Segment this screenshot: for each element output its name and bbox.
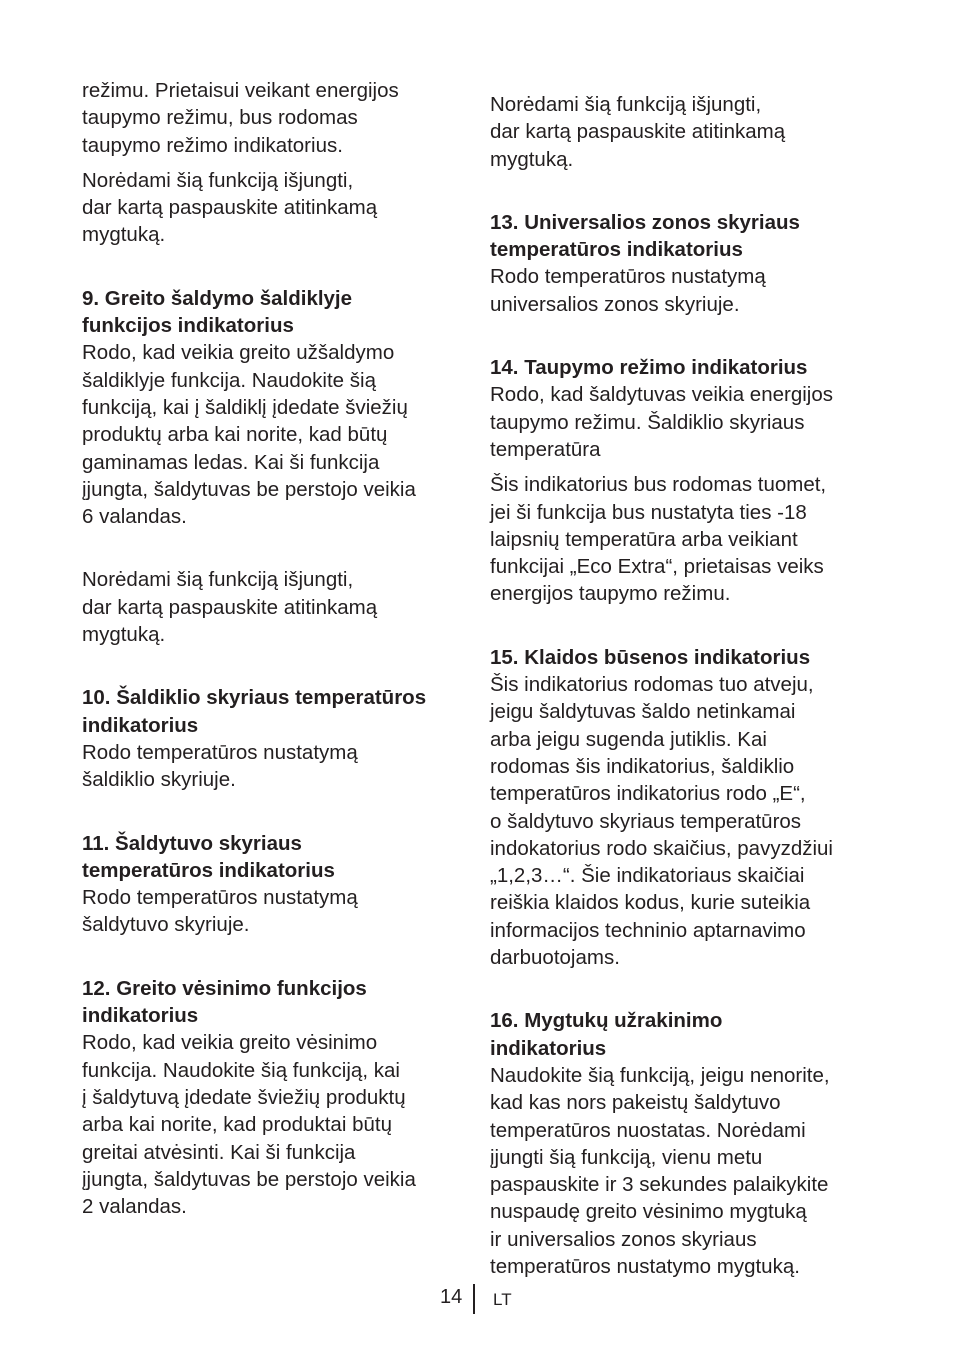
right-intro-off-paragraph: Norėdami šią funkciją išjungti, dar kartą paspauskite atitinkamą mygtuką. [490, 93, 786, 171]
language-code: LT [493, 1290, 512, 1309]
section-11-heading: 11. Šaldytuvo skyriaus temperatūros indikatorius [82, 831, 335, 882]
section-14-body-continued: Šis indikatorius bus rodomas tuomet, jei ši funkcija bus nustatyta ties -18 laipsnių temperatūra arba veikiant funkcijai „Eco Extra“, prietaisas veiks energijos taupymo režimu. [490, 473, 827, 606]
intro-off-paragraph: Norėdami šią funkciją išjungti, dar kartą paspauskite atitinkamą mygtuką. [82, 168, 378, 247]
left-column [82, 77, 472, 1220]
section-12-heading: 12. Greito vėsinimo funkcijos indikatorius [82, 976, 367, 1028]
section-10-body: Rodo temperatūros nustatymą šaldiklio skyriuje. [82, 740, 358, 792]
intro-paragraph: režimu. Prietaisui veikant energijos taupymo režimu, bus rodomas taupymo režimo indikatorius. [82, 79, 399, 157]
section-14-body: Rodo, kad šaldytuvas veikia energijos taupymo režimu. Šaldiklio skyriaus temperatūra [490, 383, 833, 461]
section-9-off-paragraph: Norėdami šią funkciją išjungti, dar kartą paspauskite atitinkamą mygtuką. [82, 568, 378, 647]
section-13-heading: 13. Universalios zonos skyriaus temperatūros indikatorius [490, 210, 800, 262]
page-footer [0, 1284, 954, 1316]
section-15-body: Šis indikatorius rodomas tuo atveju, jeigu šaldytuvas šaldo netinkamai arba jeigu sugenda jutiklis. Kai rodomas šis indikatorius, šaldiklio temperatūros indikatorius rodo „E“, o šaldytuvo skyriaus temperatūros indokatorius rodo skaičius, pavyzdžiui „1,2,3…“. Šie indikatoriaus skaičiai reiškia klaidos kodus, kurie suteikia informacijos techninio aptarnavimo darbuotojams. [490, 673, 833, 970]
section-16-body: Naudokite šią funkciją, jeigu nenorite, kad kas nors pakeistų šaldytuvo temperatūros nuostatas. Norėdami įjungti šią funkciją, vienu metu paspauskite ir 3 sekundes palaikykite nuspaudę greito vėsinimo mygtuką ir universalios zonos skyriaus temperatūros nustatymo mygtuką. [490, 1063, 830, 1278]
section-10-heading: 10. Šaldiklio skyriaus temperatūros indikatorius [82, 686, 427, 737]
section-9-heading: 9. Greito šaldymo šaldiklyje funkcijos indikatorius [82, 286, 353, 338]
section-13-body: Rodo temperatūros nustatymą universalios zonos skyriuje. [490, 265, 766, 316]
section-11-body: Rodo temperatūros nustatymą šaldytuvo skyriuje. [82, 886, 358, 937]
section-15-heading: 15. Klaidos būsenos indikatorius [490, 645, 811, 669]
right-column [490, 91, 882, 1280]
footer-divider [473, 1284, 475, 1314]
section-9-body: Rodo, kad veikia greito užšaldymo šaldiklyje funkcija. Naudokite šią funkciją, kai į šaldiklį įdedate šviežių produktų arba kai norite, kad būtų gaminamas ledas. Kai ši funkcija įjungta, šaldytuvas be perstojo veikia 6 valandas. [82, 341, 416, 529]
page-number: 14 [440, 1286, 463, 1308]
section-12-body: Rodo, kad veikia greito vėsinimo funkcija. Naudokite šią funkciją, kai į šaldytuvą įdedate šviežių produktų arba kai norite, kad produktai būtų greitai atvėsinti. Kai ši funkcija įjungta, šaldytuvas be perstojo veikia 2 valandas. [82, 1031, 416, 1219]
section-14-heading: 14. Taupymo režimo indikatorius [490, 356, 808, 380]
section-16-heading: 16. Mygtukų užrakinimo indikatorius [490, 1009, 723, 1060]
